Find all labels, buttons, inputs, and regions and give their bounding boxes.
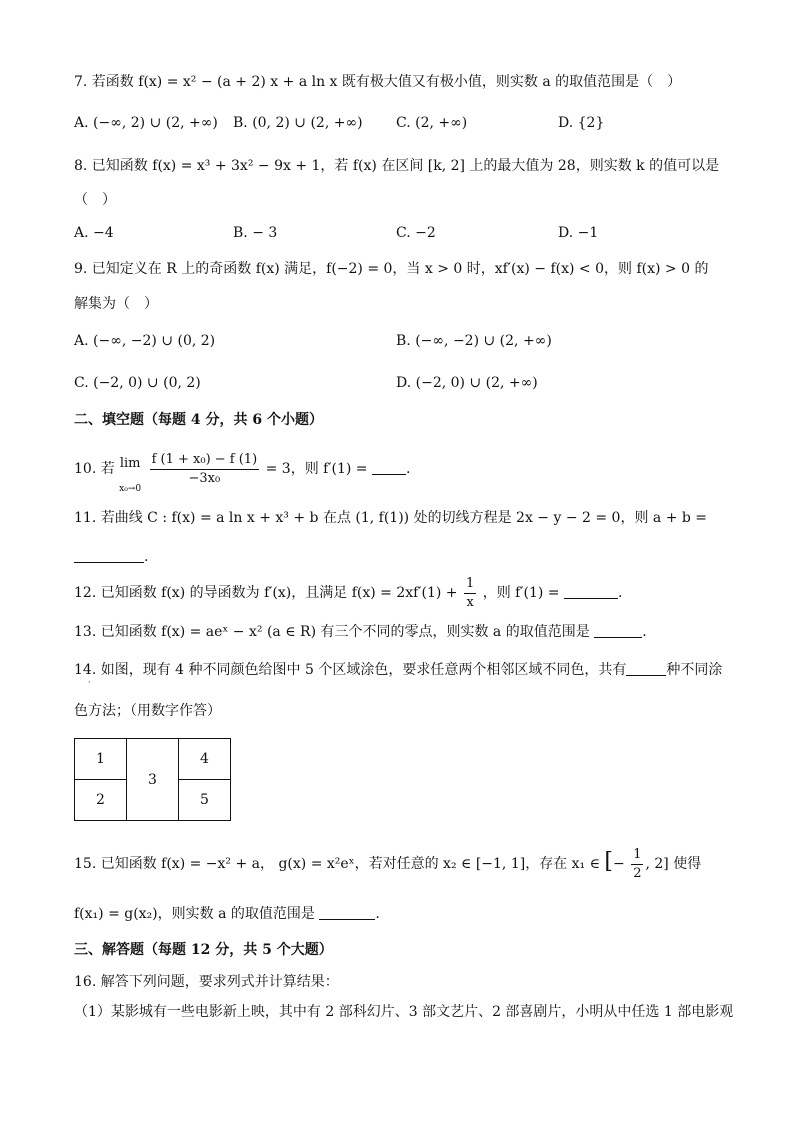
q10-numerator: f (1 + x₀) − f (1) — [150, 451, 260, 470]
q9-option-a: A. (−∞, −2) ∪ (0, 2) — [74, 333, 216, 349]
q14-answer-blank[interactable] — [626, 661, 666, 676]
question-14-stem-cont: 色方法；（用数字作答） — [74, 703, 221, 719]
q8-option-a: A. −4 — [74, 225, 114, 241]
q15-after: 使得 — [673, 856, 702, 872]
q14-stem-after: 种不同涂 — [666, 662, 723, 678]
q10-denominator: −3x₀ — [188, 470, 221, 486]
q10-fraction — [150, 451, 260, 488]
q9-option-d: D. (−2, 0) ∪ (2, +∞) — [396, 375, 538, 391]
q15-answer-blank[interactable] — [319, 905, 375, 920]
q15-frac-denominator: 2 — [633, 865, 642, 881]
question-16-part-1: （1）某影城有一些电影新上映，其中有 2 部科幻片、3 部文艺片、2 部喜剧片，小明从中任选 1 部电影观 — [74, 1004, 734, 1020]
q15-prefix: 15. 已知函数 f(x) = −x² + a， g(x) = x²eˣ，若对任意的 x₂ ∈ [−1, 1]，存在 x₁ ∈ — [74, 856, 600, 872]
question-15-cont — [74, 904, 380, 924]
q14-stem: 14. 如图，现有 4 种不同颜色给图中 5 个区域涂色，要求任意两个相邻区域不同色，共有 — [74, 662, 627, 678]
section-2-heading: 二、填空题（每题 4 分，共 6 个小题） — [74, 412, 323, 428]
question-8-stem-cont: （ ） — [74, 192, 116, 208]
question-16-stem: 16. 解答下列问题，要求列式并计算结果： — [74, 974, 339, 990]
q7-option-c: C. (2, +∞) — [396, 115, 468, 131]
q15-bracket-rest: , 2] — [645, 856, 669, 872]
q10-lim-word: lim — [119, 456, 141, 471]
region-5: 5 — [179, 780, 231, 821]
q15-end: . — [375, 906, 380, 922]
question-9-stem: 9. 已知定义在 R 上的奇函数 f(x) 满足，f(−2) = 0，当 x > 0 时，xf′(x) − f(x) < 0，则 f(x) > 0 的 — [74, 261, 709, 277]
q12-frac-denominator: x — [466, 594, 474, 610]
q10-suffix: = 3，则 f′(1) = — [265, 461, 368, 477]
region-2: 2 — [75, 780, 127, 821]
q13-end: . — [642, 624, 647, 640]
q11-answer-blank[interactable] — [74, 548, 144, 563]
q15-frac-numerator: 1 — [631, 846, 643, 865]
region-1: 1 — [75, 739, 127, 780]
q15-cont: f(x₁) = g(x₂)，则实数 a 的取值范围是 — [74, 906, 315, 922]
q10-lim-sub: x₀→0 — [119, 484, 142, 494]
region-4: 4 — [179, 739, 231, 780]
stray-dot: · — [88, 678, 91, 688]
question-12 — [74, 573, 622, 613]
q12-prefix: 12. 已知函数 f(x) 的导函数为 f′(x)，且满足 f(x) = 2xf′(1) + — [74, 585, 458, 601]
q13-stem: 13. 已知函数 f(x) = aeˣ − x² (a ∈ R) 有三个不同的零点，则实数 a 的取值范围是 — [74, 624, 590, 640]
q12-answer-blank[interactable] — [564, 584, 618, 599]
q11-end: . — [144, 549, 149, 565]
region-3: 3 — [127, 739, 179, 821]
q12-fraction — [464, 575, 476, 612]
question-11-stem: 11. 若曲线 C : f(x) = a ln x + x³ + b 在点 (1, f(1)) 处的切线方程是 2x − y − 2 = 0，则 a + b = — [74, 510, 708, 526]
q7-option-d: D. {2} — [558, 115, 605, 131]
region-coloring-diagram — [74, 738, 231, 821]
q7-option-a: A. (−∞, 2) ∪ (2, +∞) — [74, 115, 218, 131]
question-11-answer — [74, 547, 148, 567]
question-9-stem-cont: 解集为（ ） — [74, 296, 158, 312]
q15-frac-neg: − — [613, 856, 625, 872]
question-13 — [74, 622, 647, 642]
q9-option-c: C. (−2, 0) ∪ (0, 2) — [74, 375, 201, 391]
q12-frac-numerator: 1 — [464, 575, 476, 594]
q10-answer-blank[interactable] — [372, 460, 406, 475]
question-10 — [74, 444, 410, 494]
q8-option-d: D. −1 — [558, 225, 599, 241]
q9-option-b: B. (−∞, −2) ∪ (2, +∞) — [396, 333, 552, 349]
q7-option-b: B. (0, 2) ∪ (2, +∞) — [233, 115, 363, 131]
q10-end: . — [405, 461, 411, 477]
q10-prefix: 10. 若 — [74, 461, 115, 477]
q10-limit — [119, 444, 141, 494]
q15-bracket-open: [ — [604, 849, 614, 874]
q8-option-c: C. −2 — [396, 225, 436, 241]
question-7-stem: 7. 若函数 f(x) = x² − (a + 2) x + a ln x 既有极大值又有极小值，则实数 a 的取值范围是（ ） — [74, 74, 682, 90]
q12-suffix: ，则 f′(1) = — [482, 585, 560, 601]
question-8-stem: 8. 已知函数 f(x) = x³ + 3x² − 9x + 1，若 f(x) 在区间 [k, 2] 上的最大值为 28，则实数 k 的值可以是 — [74, 158, 720, 174]
q12-end: . — [617, 585, 623, 601]
q8-option-b: B. − 3 — [233, 225, 278, 241]
section-3-heading: 三、解答题（每题 12 分，共 5 个大题） — [74, 942, 333, 958]
question-14 — [74, 660, 722, 680]
question-15 — [74, 842, 701, 884]
q13-answer-blank[interactable] — [594, 623, 642, 638]
q15-fraction — [631, 846, 643, 883]
